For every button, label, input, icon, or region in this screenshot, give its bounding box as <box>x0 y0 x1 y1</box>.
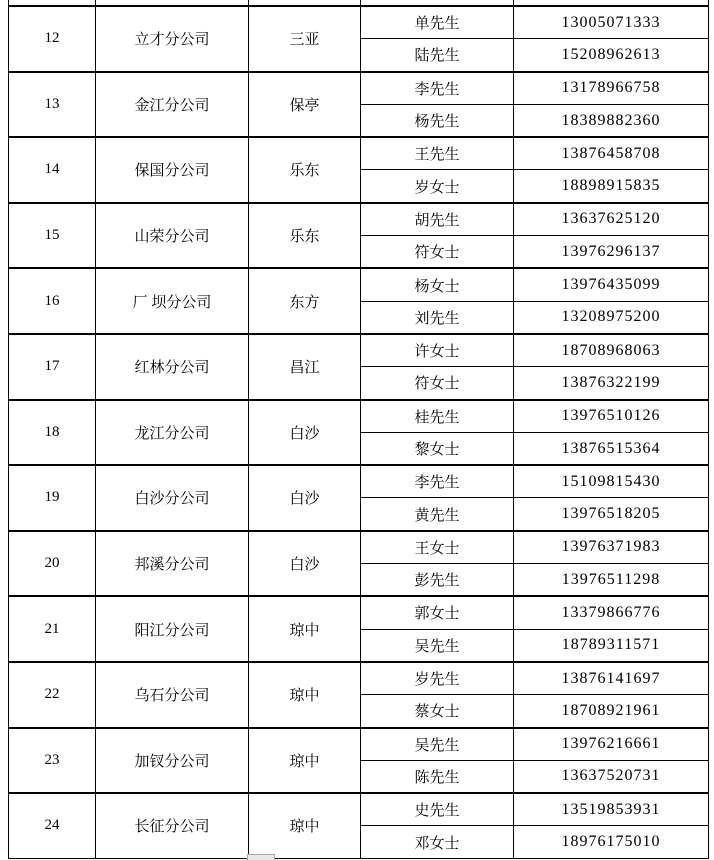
row-number-cell: 18 <box>9 400 96 466</box>
table-row <box>9 400 709 433</box>
contact-phone-cell: 13876141697 <box>514 662 709 695</box>
table-row <box>9 662 709 695</box>
row-number-cell: 23 <box>9 728 96 794</box>
city-cell: 乐东 <box>249 137 361 203</box>
table-row <box>9 728 709 761</box>
contact-phone-cell: 15208962613 <box>514 39 709 72</box>
contact-phone-cell: 13379866776 <box>514 596 709 629</box>
contact-phone-cell: 18976175010 <box>514 826 709 858</box>
city-cell: 琼中 <box>249 596 361 662</box>
contact-name-cell: 胡先生 <box>361 203 514 236</box>
row-number-cell: 12 <box>9 6 96 72</box>
contact-phone-cell: 13208975200 <box>514 301 709 334</box>
contact-phone-cell: 13976511298 <box>514 564 709 597</box>
table-row <box>9 268 709 301</box>
contact-name-cell: 岁先生 <box>361 662 514 695</box>
table-row <box>9 531 709 564</box>
company-name-cell: 加钗分公司 <box>96 728 249 794</box>
contact-name-cell: 李先生 <box>361 465 514 498</box>
contact-name-cell: 李先生 <box>361 72 514 105</box>
contact-name-cell: 邓女士 <box>361 826 514 858</box>
company-name-cell: 金江分公司 <box>96 72 249 138</box>
page-bottom-artifact <box>247 854 275 860</box>
contact-name-cell: 王女士 <box>361 531 514 564</box>
table-row <box>9 72 709 105</box>
contact-name-cell: 桂先生 <box>361 400 514 433</box>
contact-name-cell: 彭先生 <box>361 564 514 597</box>
company-name-cell: 红林分公司 <box>96 334 249 400</box>
city-cell: 白沙 <box>249 400 361 466</box>
contact-phone-cell: 18708921961 <box>514 695 709 728</box>
contact-name-cell: 杨先生 <box>361 104 514 137</box>
company-name-cell: 保国分公司 <box>96 137 249 203</box>
contact-phone-cell: 13976510126 <box>514 400 709 433</box>
contact-name-cell: 吴先生 <box>361 728 514 761</box>
company-name-cell: 邦溪分公司 <box>96 531 249 597</box>
table-row <box>9 6 709 39</box>
company-name-cell: 山荣分公司 <box>96 203 249 269</box>
contact-phone-cell: 13976518205 <box>514 498 709 531</box>
row-number-cell: 21 <box>9 596 96 662</box>
contact-name-cell: 黄先生 <box>361 498 514 531</box>
contact-name-cell: 符女士 <box>361 236 514 269</box>
city-cell: 琼中 <box>249 793 361 858</box>
city-cell: 白沙 <box>249 531 361 597</box>
row-number-cell: 20 <box>9 531 96 597</box>
contact-name-cell: 符女士 <box>361 367 514 400</box>
contact-name-cell: 陈先生 <box>361 760 514 793</box>
row-number-cell: 24 <box>9 793 96 858</box>
contact-name-cell: 郭女士 <box>361 596 514 629</box>
contact-phone-cell: 13876515364 <box>514 432 709 465</box>
table-row <box>9 465 709 498</box>
contact-phone-cell: 13178966758 <box>514 72 709 105</box>
row-number-cell: 16 <box>9 268 96 334</box>
contact-name-cell: 吴先生 <box>361 629 514 662</box>
company-name-cell: 长征分公司 <box>96 793 249 858</box>
contact-phone-cell: 15109815430 <box>514 465 709 498</box>
table-row <box>9 793 709 826</box>
company-name-cell: 乌石分公司 <box>96 662 249 728</box>
table-body <box>9 0 709 858</box>
table-row <box>9 137 709 170</box>
city-cell: 白沙 <box>249 465 361 531</box>
city-cell: 东方 <box>249 268 361 334</box>
contact-name-cell: 王先生 <box>361 137 514 170</box>
company-name-cell: 立才分公司 <box>96 6 249 72</box>
contact-name-cell: 单先生 <box>361 6 514 39</box>
contact-name-cell: 杨女士 <box>361 268 514 301</box>
table-row <box>9 334 709 367</box>
city-cell: 昌江 <box>249 334 361 400</box>
city-cell: 琼中 <box>249 662 361 728</box>
row-number-cell: 15 <box>9 203 96 269</box>
row-number-cell: 19 <box>9 465 96 531</box>
city-cell: 保亭 <box>249 72 361 138</box>
city-cell: 乐东 <box>249 203 361 269</box>
company-name-cell: 厂 坝分公司 <box>96 268 249 334</box>
contact-phone-cell: 18898915835 <box>514 170 709 203</box>
contact-phone-cell: 13976216661 <box>514 728 709 761</box>
row-number-cell: 13 <box>9 72 96 138</box>
table-row <box>9 203 709 236</box>
contact-phone-cell: 13637520731 <box>514 760 709 793</box>
contact-phone-cell: 18789311571 <box>514 629 709 662</box>
contact-name-cell: 陆先生 <box>361 39 514 72</box>
branch-contact-table <box>8 0 709 859</box>
contact-name-cell: 史先生 <box>361 793 514 826</box>
table-row <box>9 596 709 629</box>
contact-phone-cell: 13876458708 <box>514 137 709 170</box>
row-number-cell: 14 <box>9 137 96 203</box>
row-number-cell: 22 <box>9 662 96 728</box>
contact-phone-cell: 13976435099 <box>514 268 709 301</box>
contact-name-cell: 岁女士 <box>361 170 514 203</box>
company-name-cell: 阳江分公司 <box>96 596 249 662</box>
contact-phone-cell: 13976296137 <box>514 236 709 269</box>
contact-name-cell: 蔡女士 <box>361 695 514 728</box>
contact-phone-cell: 18389882360 <box>514 104 709 137</box>
contact-name-cell: 许女士 <box>361 334 514 367</box>
contact-phone-cell: 13005071333 <box>514 6 709 39</box>
row-number-cell: 17 <box>9 334 96 400</box>
company-name-cell: 龙江分公司 <box>96 400 249 466</box>
contact-phone-cell: 13519853931 <box>514 793 709 826</box>
contact-phone-cell: 18708968063 <box>514 334 709 367</box>
contact-phone-cell: 13876322199 <box>514 367 709 400</box>
company-name-cell: 白沙分公司 <box>96 465 249 531</box>
contact-phone-cell: 13637625120 <box>514 203 709 236</box>
contact-name-cell: 刘先生 <box>361 301 514 334</box>
contact-phone-cell: 13976371983 <box>514 531 709 564</box>
city-cell: 琼中 <box>249 728 361 794</box>
city-cell: 三亚 <box>249 6 361 72</box>
contact-name-cell: 黎女士 <box>361 432 514 465</box>
